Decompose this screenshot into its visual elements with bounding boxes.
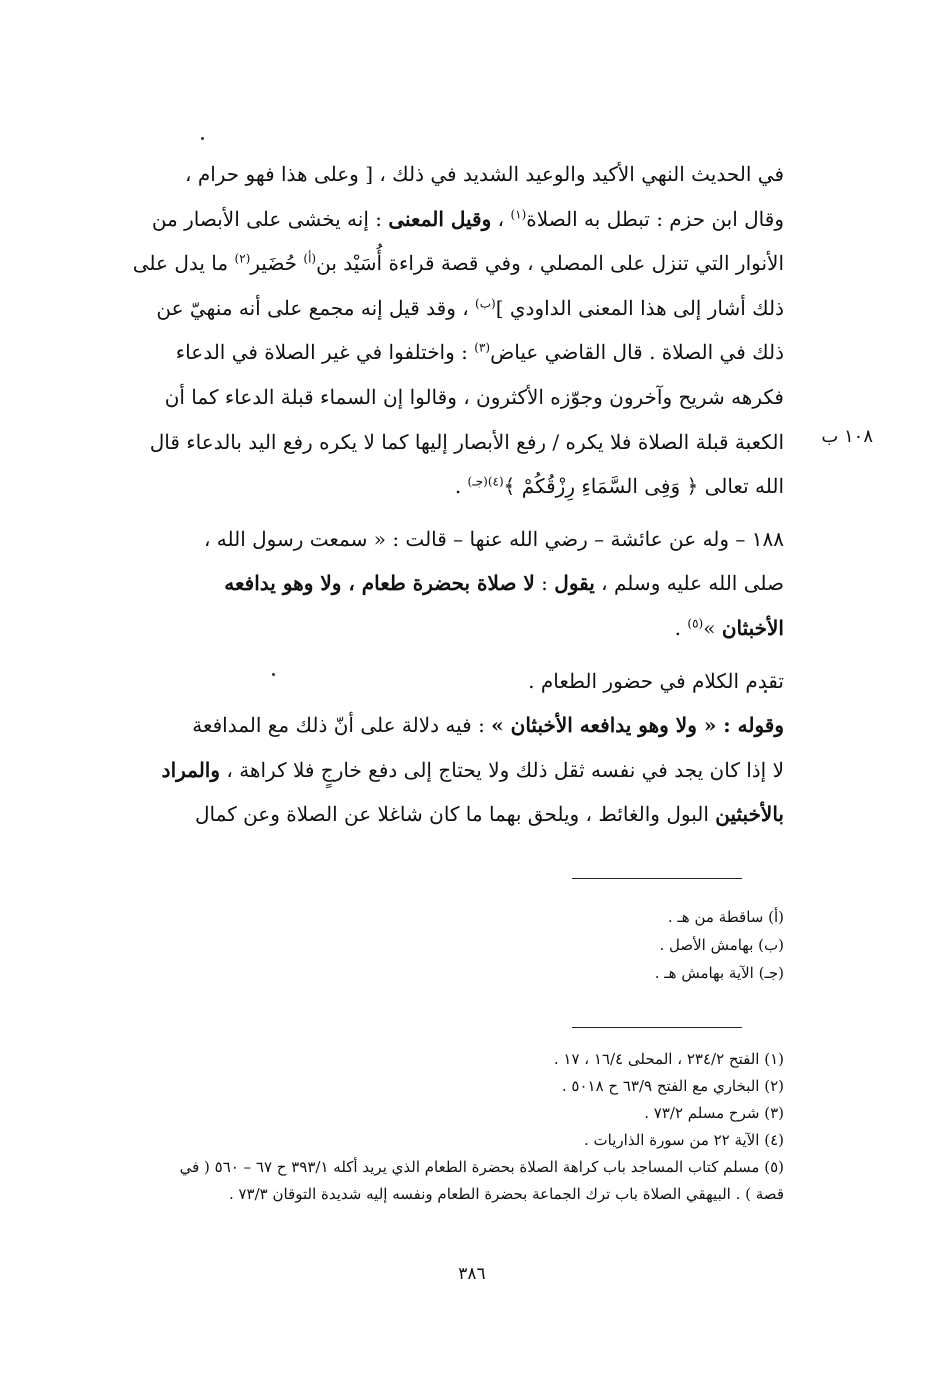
variant-notes <box>108 903 784 987</box>
footnote: (٤) الآية ٢٢ من سورة الذاريات . <box>584 1131 784 1149</box>
text-line: في الحديث النهي الأكيد والوعيد الشديد في ذلك ، [ وعلى هذا فهو حرام ، <box>185 162 784 186</box>
paragraph-commentary <box>108 152 784 509</box>
text-line: ذلك أشار إلى هذا المعنى الداودي ]$^{(ب)}$ ، وقد قيل إنه مجمع على أنه منهيّ عن <box>156 295 784 320</box>
paragraph-hadith <box>108 517 784 651</box>
paragraph-note <box>108 659 784 704</box>
text-line: وقوله : « ولا وهو يدافعه الأخبثان » : فيه دلالة على أنّ ذلك مع المدافعة <box>192 713 784 738</box>
variant-note: (جـ) الآية بهامش هـ . <box>654 964 784 982</box>
footnotes <box>108 1046 784 1208</box>
footnote: (١) الفتح ٢٣٤/٢ ، المحلى ١٦/٤ ، ١٧ . <box>553 1050 784 1068</box>
text-line: تقدم الكلام في حضور الطعام . <box>528 668 784 693</box>
footnote: قصة ) . البيهقي الصلاة باب ترك الجماعة بحضرة الطعام ونفسه إليه شديدة التوقان ٧٣/٣ . <box>228 1185 784 1203</box>
variant-note: (أ) ساقطة من هـ . <box>667 908 784 926</box>
text-line: لا إذا كان يجد في نفسه ثقل ذلك ولا يحتاج إلى دفع خارجٍ فلا كراهة ، والمراد <box>161 757 784 782</box>
footnote: (٣) شرح مسلم ٧٣/٢ . <box>644 1104 784 1122</box>
text-line: ١٨٨ – وله عن عائشة – رضي الله عنها – قالت : « سمعت رسول الله ، <box>203 526 784 551</box>
footnote: (٢) البخاري مع الفتح ٦٣/٩ ح ٥٠١٨ . <box>561 1077 784 1095</box>
text-line: وقال ابن حزم : تبطل به الصلاة$^{(١)}$ ، وقيل المعنى : إنه يخشى على الأبصار من <box>151 206 784 231</box>
stray-dot <box>201 137 204 140</box>
text-line: فكرهه شريح وآخرون وجوّزه الأكثرون ، وقالوا إن السماء قبلة الدعاء كما أن <box>164 384 784 409</box>
page-number: ٣٨٦ <box>458 1264 486 1284</box>
divider <box>572 878 742 879</box>
text-line: صلى الله عليه وسلم ، يقول : لا صلاة بحضرة طعام ، ولا وهو يدافعه <box>224 571 784 596</box>
footnote: (٥) مسلم كتاب المساجد باب كراهة الصلاة بحضرة الطعام الذي يريد أكله ٣٩٣/١ ح ٦٧ – ٥٦٠ ( في <box>179 1158 784 1176</box>
margin-folio-note: ١٠٨ ب <box>821 426 873 447</box>
variant-note: (ب) بهامش الأصل . <box>659 936 784 954</box>
text-line: الأنوار التي تنزل على المصلي ، وفي قصة قراءة أُسَيْد بن$^{(أ)}$ حُضَير$^{(٢)}$ ما يدل على <box>132 251 784 276</box>
text-line: ذلك في الصلاة . قال القاضي عياض$^{(٣)}$ : واختلفوا في غير الصلاة في الدعاء <box>175 340 784 365</box>
text-line: الكعبة قبلة الصلاة فلا يكره / رفع الأبصار إليها كما لا يكره رفع اليد بالدعاء قال <box>149 429 784 454</box>
main-text <box>108 152 784 837</box>
divider <box>572 1027 742 1028</box>
paragraph-explanation <box>108 703 784 837</box>
text-line: الله تعالى ﴿ وَفِى السَّمَاءِ رِزْقُكُمْ ﴾$^{(٤)(جـ)}$ . <box>454 474 784 499</box>
text-line: بالأخبثين البول والغائط ، ويلحق بهما ما كان شاغلا عن الصلاة وعن كمال <box>195 802 784 827</box>
text-line: الأخبثان »$^{(٥)}$ . <box>674 615 784 640</box>
